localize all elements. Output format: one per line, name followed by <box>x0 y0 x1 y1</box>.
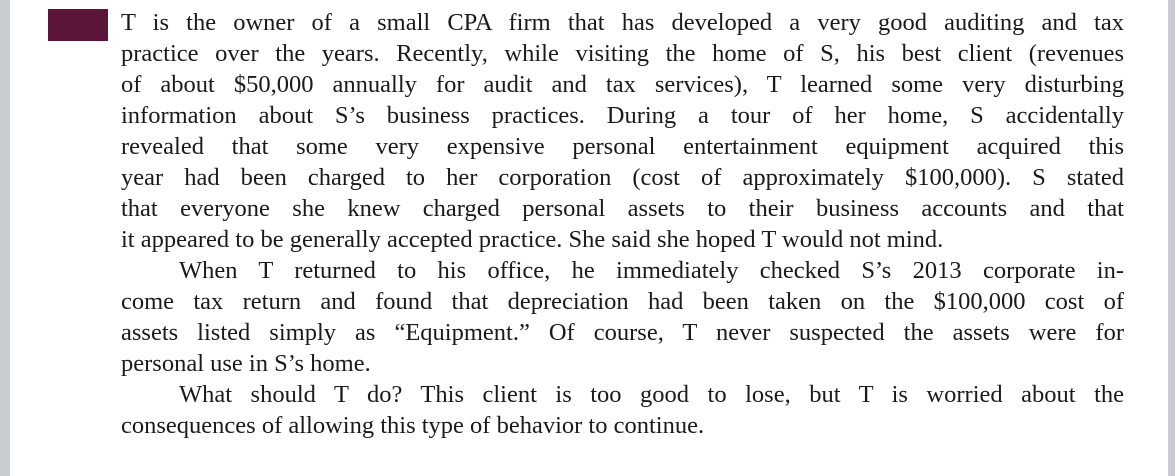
text-line: personal use in S’s home. <box>121 350 371 377</box>
text-line: When T returned to his office, he immediately checked S’s 2013 corporate in- <box>179 257 1124 284</box>
text-line: revealed that some very expensive personal entertainment equipment acquired this <box>121 133 1124 160</box>
text-line: consequences of allowing this type of behavior to continue. <box>121 412 705 439</box>
text-line: it appeared to be generally accepted practice. She said she hoped T would not mind. <box>121 226 944 253</box>
document-page <box>10 0 1168 476</box>
case-marker-block <box>48 9 108 41</box>
text-line: year had been charged to her corporation (cost of approximately $100,000). S stated <box>121 164 1124 191</box>
case-text <box>121 7 1124 441</box>
paragraph-2 <box>121 255 1124 379</box>
text-line: come tax return and found that depreciation had been taken on the $100,000 cost of <box>121 288 1124 315</box>
text-line: of about $50,000 annually for audit and tax services), T learned some very disturbing <box>121 71 1124 98</box>
text-line: assets listed simply as “Equipment.” Of course, T never suspected the assets were for <box>121 319 1124 346</box>
paragraph-1 <box>121 7 1124 255</box>
text-line: T is the owner of a small CPA firm that has developed a very good auditing and tax <box>121 9 1124 36</box>
text-line: What should T do? This client is too good to lose, but T is worried about the <box>179 381 1124 408</box>
text-line: information about S’s business practices. During a tour of her home, S accidentally <box>121 102 1124 129</box>
text-line: that everyone she knew charged personal assets to their business accounts and that <box>121 195 1124 222</box>
paragraph-3 <box>121 379 1124 441</box>
text-line: practice over the years. Recently, while visiting the home of S, his best client (revenues <box>121 40 1124 67</box>
